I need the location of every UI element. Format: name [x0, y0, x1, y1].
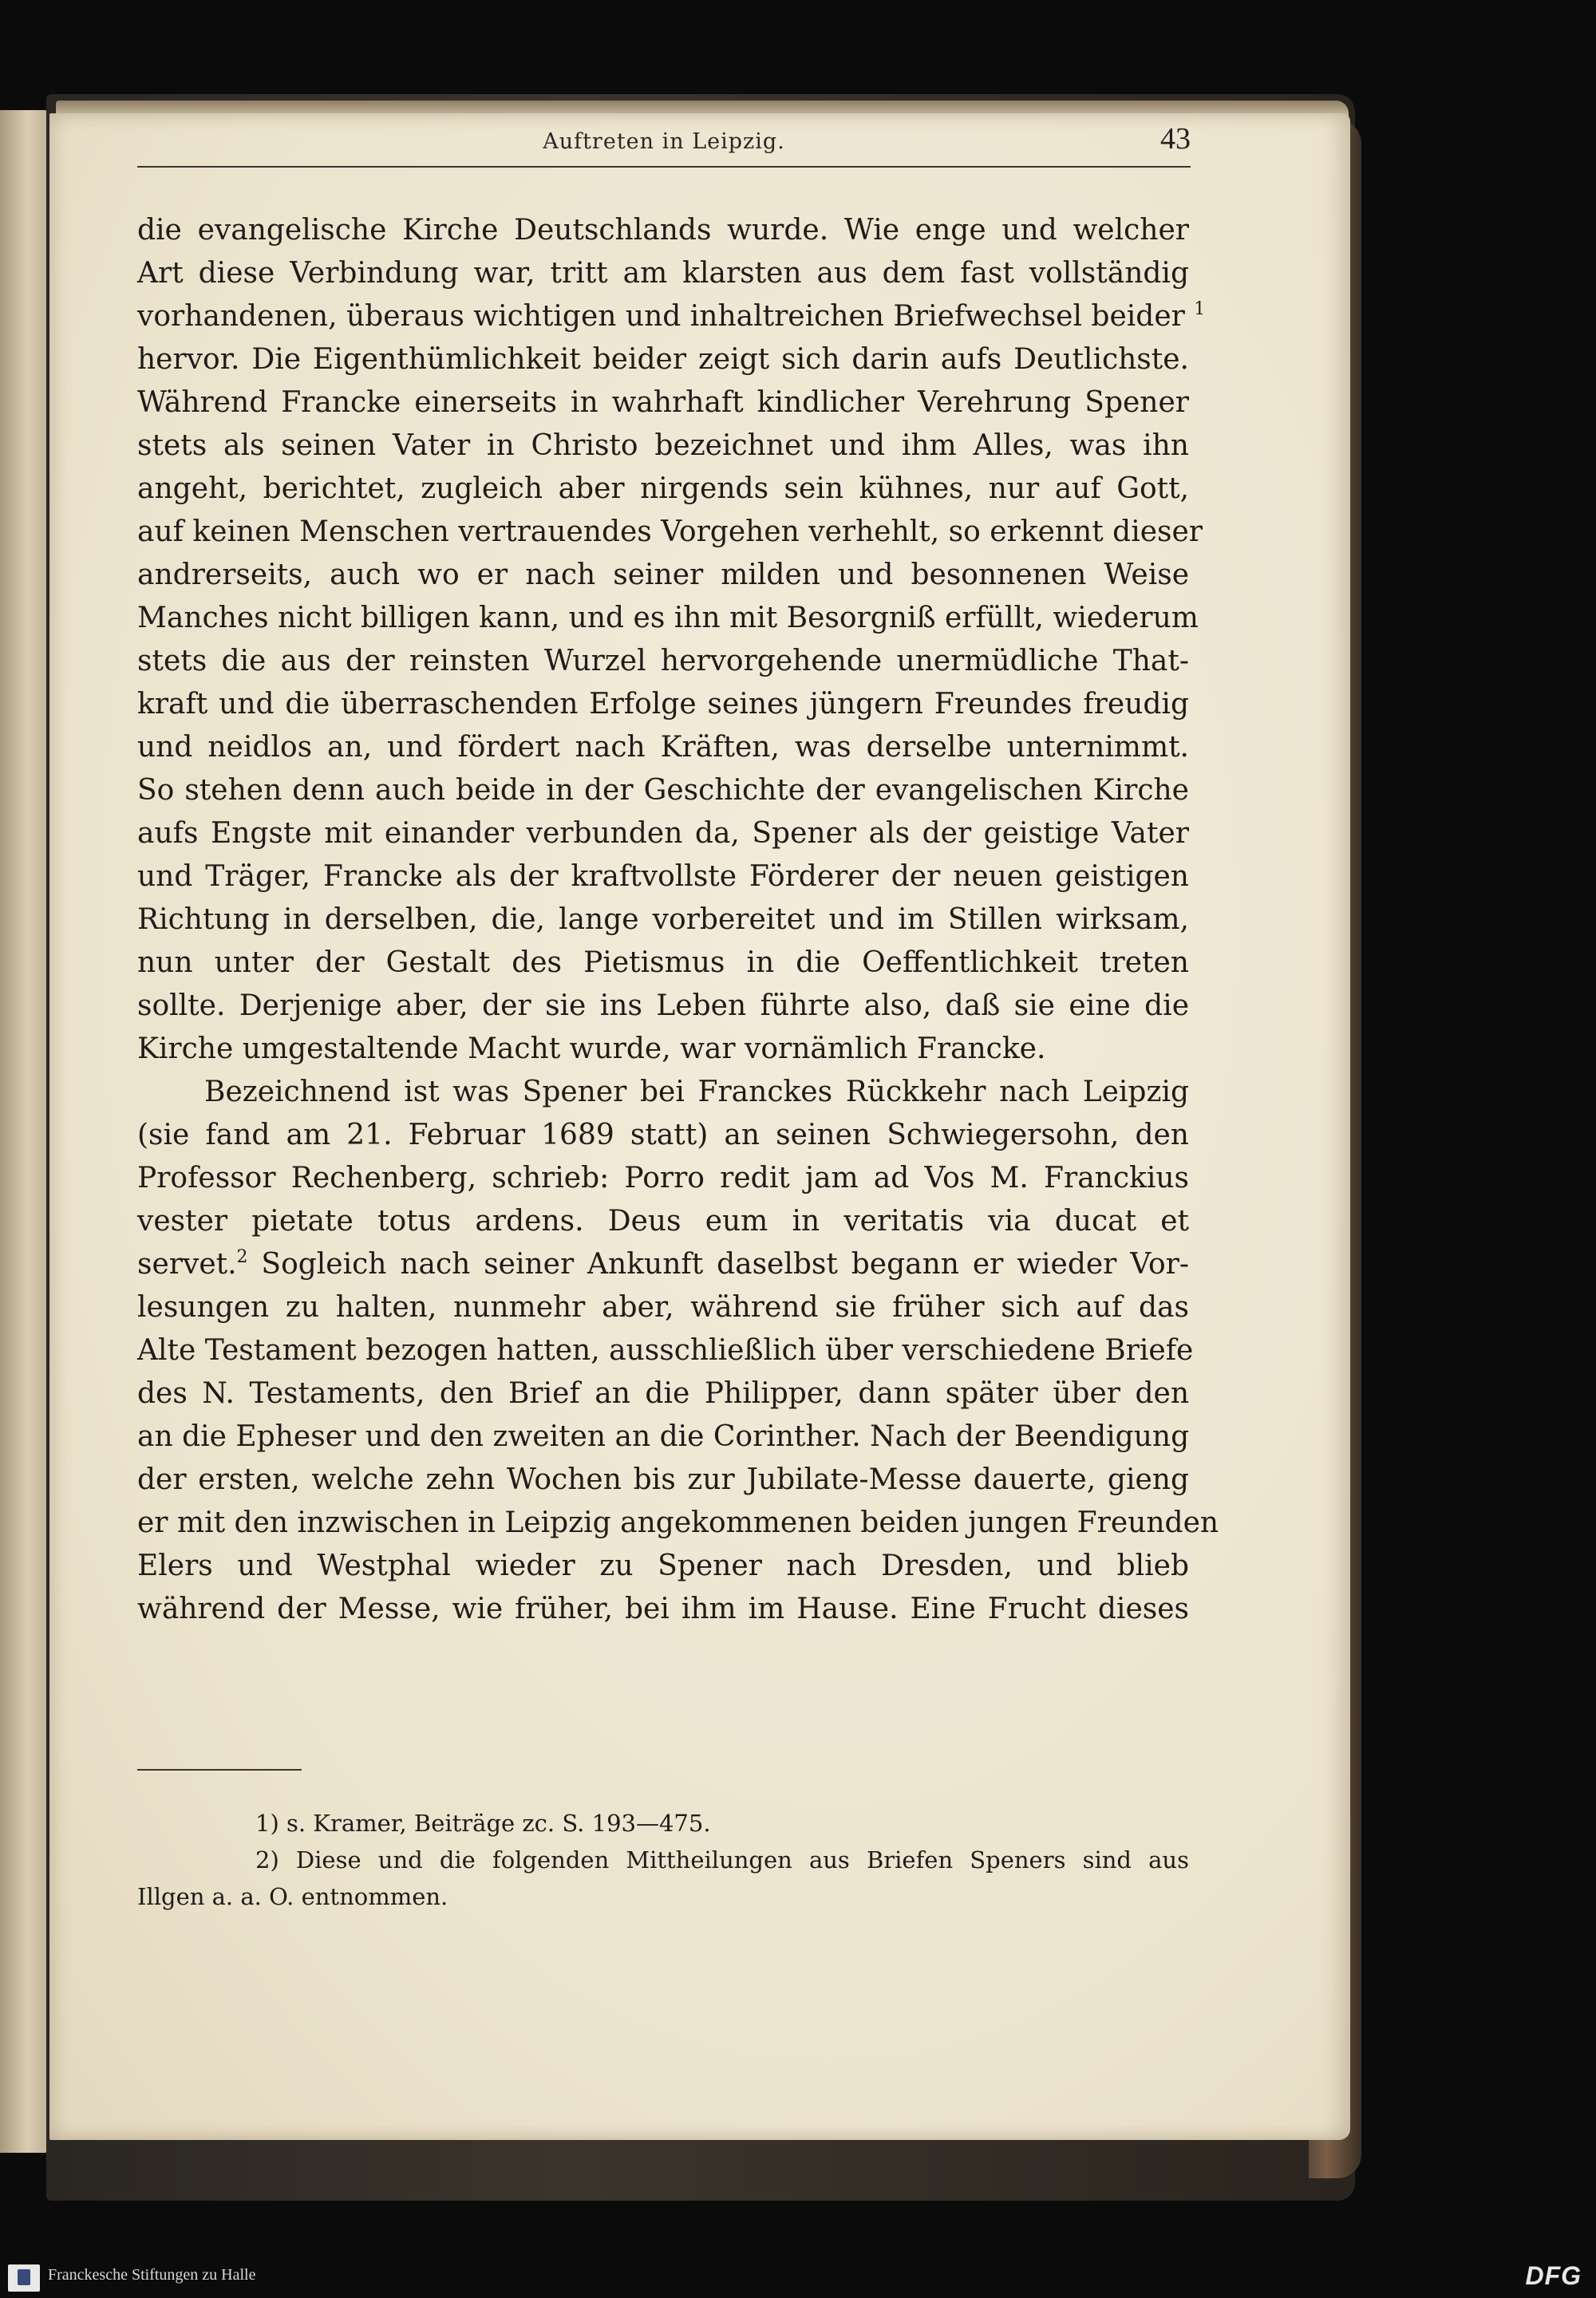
footnote-2-continued: Illgen a. a. O. entnommen. [137, 1883, 448, 1910]
text-line: lesungen zu halten, nunmehr aber, während sie früher sich auf das [137, 1291, 1189, 1324]
text-line-content: Sogleich nach seiner Ankunft daselbst begann er wieder Vor- [247, 1248, 1189, 1281]
text-line: Alte Testament bezogen hatten, ausschließlich über verschiedene Briefe [137, 1334, 1194, 1367]
page-number: 43 [1160, 122, 1191, 156]
text-line: an die Epheser und den zweiten an die Corinther. Nach der Beendigung [137, 1420, 1190, 1453]
text-line: stets die aus der reinsten Wurzel hervorgehende unermüdliche That- [137, 645, 1189, 677]
text-line: angeht, berichtet, zugleich aber nirgends sein kühnes, nur auf Gott, [137, 472, 1189, 505]
text-line: und Träger, Francke als der kraftvollste Förderer der neuen geistigen [137, 860, 1189, 893]
body-text [137, 209, 1219, 1631]
text-line: und neidlos an, und fördert nach Kräften, was derselbe unternimmt. [137, 731, 1189, 764]
text-line: die evangelische Kirche Deutschlands wurde. Wie enge und welcher [137, 214, 1189, 247]
text-line: Während Francke einerseits in wahrhaft kindlicher Verehrung Spener [137, 386, 1189, 419]
text-line-content: servet. [137, 1248, 237, 1281]
text-line: Richtung in derselben, die, lange vorbereitet und im Stillen wirksam, [137, 903, 1189, 936]
text-line: Professor Rechenberg, schrieb: Porro redit jam ad Vos M. Franckius [137, 1162, 1189, 1194]
text-line: Elers und Westphal wieder zu Spener nach Dresden, und blieb [137, 1550, 1189, 1582]
text-line: Kirche umgestaltende Macht wurde, war vornämlich Francke. [137, 1033, 1046, 1065]
running-head [137, 124, 1191, 168]
text-line: des N. Testaments, den Brief an die Philipper, dann später über den [137, 1377, 1189, 1410]
text-line: Bezeichnend ist was Spener bei Franckes Rückkehr nach Leipzig [204, 1076, 1189, 1108]
text-line [137, 295, 1206, 338]
viewer-footer [0, 2257, 1596, 2298]
text-line: kraft und die überraschenden Erfolge seines jüngern Freundes freudig [137, 688, 1189, 721]
footnote-divider [137, 1769, 302, 1771]
text-line: stets als seinen Vater in Christo bezeichnet und ihm Alles, was ihn [137, 429, 1189, 462]
text-line: So stehen denn auch beide in der Geschichte der evangelischen Kirche [137, 774, 1189, 807]
text-line: Art diese Verbindung war, tritt am klarsten aus dem fast vollständig [137, 257, 1189, 290]
text-line: nun unter der Gestalt des Pietismus in die Oeffentlichkeit treten [137, 946, 1189, 979]
previous-page-edge [0, 110, 49, 2153]
text-line: vester pietate totus ardens. Deus eum in veritatis via ducat et [137, 1205, 1189, 1238]
text-line: hervor. Die Eigenthümlichkeit beider zeigt sich darin aufs Deutlichste. [137, 343, 1189, 376]
text-line: auf keinen Menschen vertrauendes Vorgehen verhehlt, so erkennt dieser [137, 515, 1203, 548]
text-line: Manches nicht billigen kann, und es ihn mit Besorgniß erfüllt, wiederum [137, 602, 1199, 634]
text-line: sollte. Derjenige aber, der sie ins Leben führte also, daß sie eine die [137, 989, 1189, 1022]
text-line: während der Messe, wie früher, bei ihm im Hause. Eine Frucht dieses [137, 1593, 1189, 1625]
institution-logo-icon [8, 2264, 40, 2292]
text-line: der ersten, welche zehn Wochen bis zur Jubilate-Messe dauerte, gieng [137, 1463, 1189, 1496]
text-line: aufs Engste mit einander verbunden da, Spener als der geistige Vater [137, 817, 1189, 850]
footnote-marker: 1 [1194, 299, 1206, 319]
text-line: andrerseits, auch wo er nach seiner milden und besonnenen Weise [137, 559, 1189, 591]
text-line-content: vorhandenen, überaus wichtigen und inhaltreichen Briefwechsel beider [137, 300, 1185, 333]
source-credit: Franckesche Stiftungen zu Halle [48, 2266, 256, 2284]
running-title: Auftreten in Leipzig. [543, 129, 785, 154]
footnote-marker: 2 [236, 1247, 248, 1267]
footnotes [137, 1805, 1189, 1915]
text-line: er mit den inzwischen in Leipzig angekommenen beiden jungen Freunden [137, 1506, 1219, 1539]
text-line: (sie fand am 21. Februar 1689 statt) an seinen Schwiegersohn, den [137, 1119, 1189, 1151]
footnote-2: 2) Diese und die folgenden Mittheilungen aus Briefen Speners sind aus [255, 1846, 1189, 1874]
text-line [137, 1243, 1189, 1286]
footnote-1: 1) s. Kramer, Beiträge zc. S. 193—475. [255, 1810, 711, 1837]
dfg-logo: DFG [1525, 2261, 1582, 2290]
